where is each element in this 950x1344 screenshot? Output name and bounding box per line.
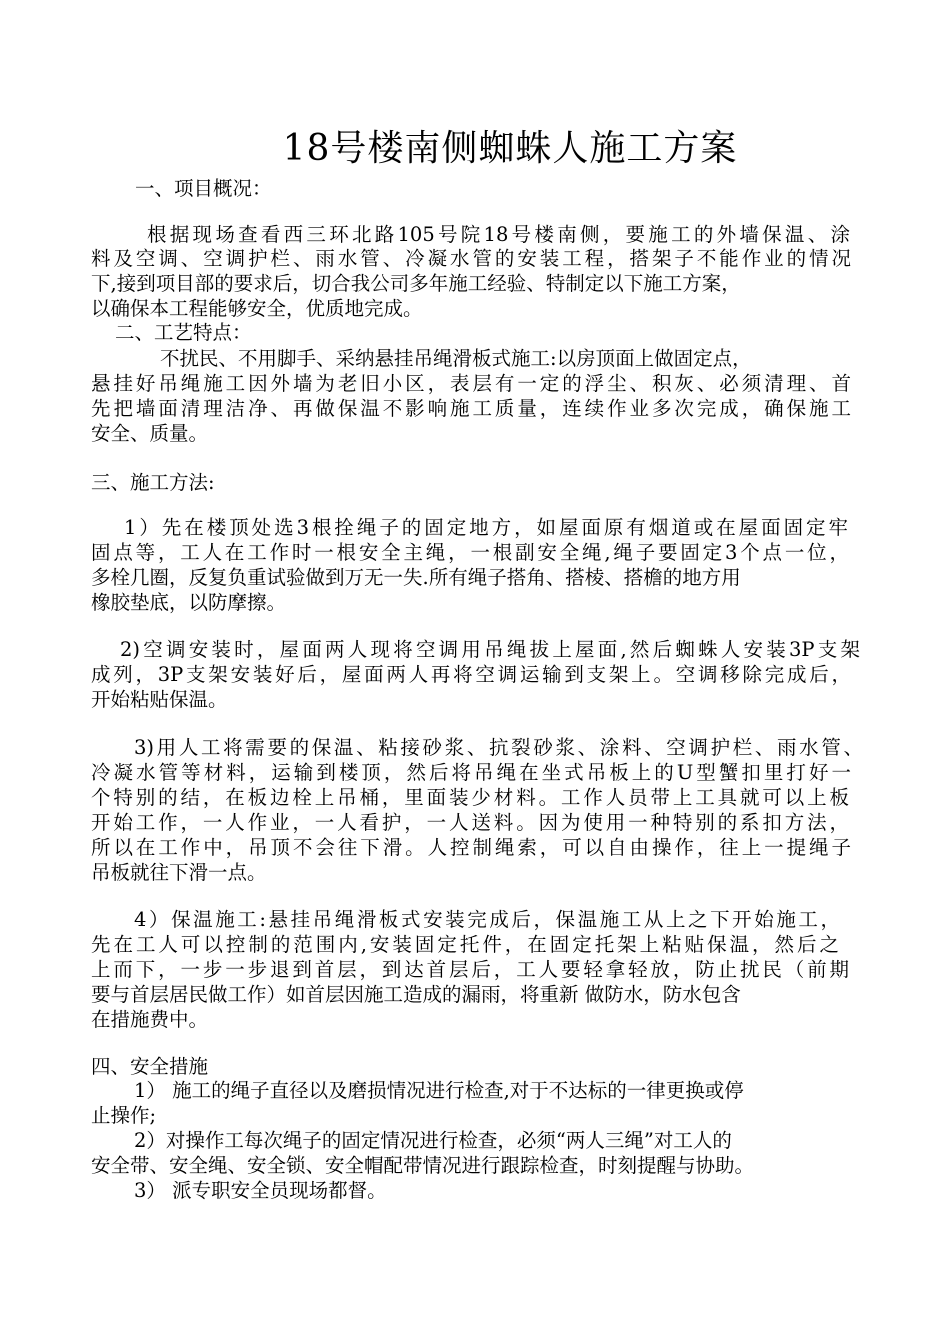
paragraph-line: 冷凝水管等材料，运输到楼顶，然后将吊绳在坐式吊板上的U型蟹扣里打好一	[91, 761, 851, 784]
paragraph-line: 1） 施工的绳子直径以及磨损情况进行检查,对于不达标的一律更换或停	[134, 1079, 744, 1102]
paragraph-line: 上而下，一步一步退到首层，到达首层后，工人要轻拿轻放，防止扰民（前期	[91, 958, 849, 981]
section-heading-features: 二、工艺特点：	[115, 321, 252, 344]
paragraph-line: 要与首层居民做工作）如首层因施工造成的漏雨，将重新 做防水，防水包含	[91, 983, 741, 1006]
paragraph-line: 在措施费中。	[91, 1008, 209, 1031]
paragraph-line: 悬挂好吊绳施工因外墙为老旧小区，表层有一定的浮尘、积灰、必须清理、首	[91, 372, 851, 395]
section-heading-overview: 一、项目概况：	[135, 177, 272, 200]
paragraph-line: 安全、质量。	[91, 422, 209, 445]
paragraph-line: 开始工作，一人作业，一人看护，一人送料。因为使用一种特别的系扣方法，	[91, 811, 849, 834]
paragraph-line: 多栓几圈，反复负重试验做到万无一失.所有绳子搭角、搭棱、搭檐的地方用	[91, 566, 741, 589]
paragraph-line: 2)空调安装时，屋面两人现将空调用吊绳拔上屋面,然后蜘蛛人安装3P支架	[120, 638, 860, 661]
paragraph-line: 以确保本工程能够安全，优质地完成。	[91, 297, 423, 320]
paragraph-line: 料及空调、空调护栏、雨水管、冷凝水管的安装工程，搭架子不能作业的情况	[91, 247, 851, 270]
section-heading-methods: 三、施工方法:	[91, 471, 215, 494]
paragraph-line: 橡胶垫底，以防摩擦。	[91, 591, 287, 614]
paragraph-line: 所以在工作中，吊顶不会往下滑。人控制绳索，可以自由操作，往上一提绳子	[91, 836, 851, 859]
paragraph-line: 4）保温施工:悬挂吊绳滑板式安装完成后，保温施工从上之下开始施工，	[134, 908, 840, 931]
paragraph-line: 成列，3P支架安装好后，屋面两人再将空调运输到支架上。空调移除完成后，	[91, 663, 851, 686]
paragraph-line: 下,接到项目部的要求后，切合我公司多年施工经验、特制定以下施工方案，	[91, 272, 741, 295]
paragraph-line: 安全带、安全绳、安全锁、安全帽配带情况进行跟踪检查，时刻提醒与协助。	[91, 1154, 755, 1177]
paragraph-line: 止操作;	[91, 1104, 157, 1127]
section-heading-safety: 四、安全措施	[91, 1055, 209, 1078]
paragraph-line: 先把墙面清理洁净、再做保温不影响施工质量，连续作业多次完成，确保施工	[91, 397, 851, 420]
paragraph-line: 3） 派专职安全员现场都督。	[134, 1179, 387, 1202]
paragraph-line: 1）先在楼顶处选3根拴绳子的固定地方，如屋面原有烟道或在屋面固定牢	[124, 516, 848, 539]
paragraph-line: 3)用人工将需要的保温、粘接砂浆、抗裂砂浆、涂料、空调护栏、雨水管、	[134, 736, 863, 759]
paragraph-line: 个特别的结，在板边栓上吊桶，里面装少材料。工作人员带上工具就可以上板	[91, 786, 849, 809]
paragraph-line: 固点等，工人在工作时一根安全主绳，一根副安全绳,绳子要固定3个点一位，	[91, 541, 849, 564]
paragraph-line: 2）对操作工每次绳子的固定情况进行检查，必须“两人三绳”对工人的	[134, 1129, 732, 1152]
document-title: 18号楼南侧蜘蛛人施工方案	[282, 128, 738, 169]
paragraph-line: 不扰民、不用脚手、采纳悬挂吊绳滑板式施工:以房顶面上做固定点，	[160, 347, 752, 370]
paragraph-line: 先在工人可以控制的范围内,安装固定托件，在固定托架上粘贴保温，然后之	[91, 933, 839, 956]
paragraph-line: 吊板就往下滑一点。	[91, 861, 267, 884]
paragraph-line: 开始粘贴保温。	[91, 688, 228, 711]
paragraph-line: 根据现场查看西三环北路105号院18号楼南侧，要施工的外墙保温、涂	[147, 223, 850, 246]
